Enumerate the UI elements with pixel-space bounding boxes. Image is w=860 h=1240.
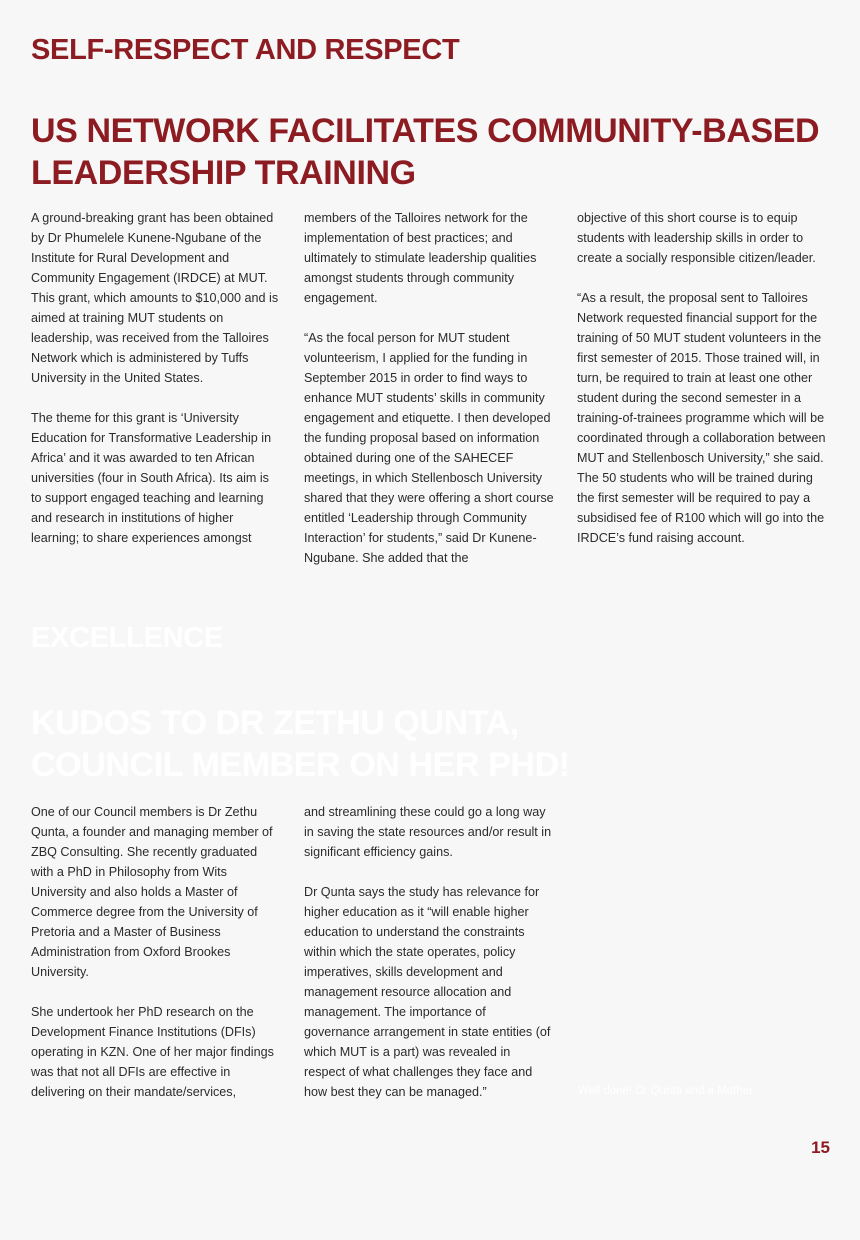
article-headline <box>31 110 831 194</box>
paragraph: A ground-breaking grant has been obtained by Dr Phumelele Kunene-Ngubane of the Institute for Rural Development and Community Engagement (IRDCE) at MUT. This grant, which amounts to $10,000 and is aimed at training MUT students on leadership, was received from the Talloires Network which is administered by Tuffs University in the United States. <box>31 211 279 385</box>
article-column-1 <box>31 802 281 1102</box>
section-label: SELF-RESPECT AND RESPECT <box>31 34 460 66</box>
paragraph: Dr Qunta says the study has relevance for higher education as it “will enable higher education to understand the constraints within which the state operates, policy imperatives, skills development and management resource allocation and management. The importance of governance arrangement in state entities (of which MUT is a part) was revealed in respect of what challenges they face and how best they can be managed.” <box>304 885 551 1099</box>
article-column-1 <box>31 208 281 548</box>
headline-line: COUNCIL MEMBER ON HER PHD! <box>31 746 570 784</box>
paragraph: She undertook her PhD research on the Development Finance Institutions (DFIs) operating in KZN. One of her major findings was that not all DFIs are effective in delivering on their mandate/services, <box>31 1005 274 1099</box>
paragraph: “As a result, the proposal sent to Talloires Network requested financial support for the training of 50 MUT student volunteers in the first semester of 2015. Those trained will, in turn, be required to train at least one other student during the second semester in a training-of-trainees programme which will be coordinated through a collaboration between MUT and Stellenbosch University,” she said. The 50 students who will be trained during the first semester will be required to pay a subsidised fee of R100 which will go into the IRDCE’s fund raising account. <box>577 291 826 545</box>
paragraph: and streamlining these could go a long way in saving the state resources and/or result in significant efficiency gains. <box>304 805 552 859</box>
article-column-2 <box>304 208 554 568</box>
photo-caption: Well done! Dr Qunta and a Mother <box>578 1085 753 1097</box>
paragraph: The theme for this grant is ‘University Education for Transformative Leadership in Africa’ and it was awarded to ten African universities (four in South Africa). Its aim is to support engaged teaching and learning and research in institutions of higher learning; to share experiences amongst <box>31 411 272 545</box>
paragraph: One of our Council members is Dr Zethu Qunta, a founder and managing member of ZBQ Consulting. She recently graduated with a PhD in Philosophy from Wits University and also holds a Master of Commerce degree from the University of Pretoria and a Master of Business Administration from Oxford Brookes University. <box>31 805 273 979</box>
paragraph: “As the focal person for MUT student volunteerism, I applied for the funding in September 2015 in order to find ways to enhance MUT students’ skills in community engagement and etiquette. I then developed the funding proposal based on information obtained during one of the SAHECEF meetings, in which Stellenbosch University shared that they were offering a short course entitled ‘Leadership through Community Interaction’ for students,” said Dr Kunene-Ngubane. She added that the <box>304 331 554 565</box>
headline-line: US NETWORK FACILITATES COMMUNITY-BASED <box>31 112 820 150</box>
article-headline <box>31 702 831 786</box>
article-column-2 <box>304 802 554 1102</box>
article-column-3 <box>577 208 827 548</box>
headline-line: LEADERSHIP TRAINING <box>31 154 416 192</box>
paragraph: members of the Talloires network for the implementation of best practices; and ultimately to stimulate leadership qualities amongst students through community engagement. <box>304 211 537 305</box>
section-label: EXCELLENCE <box>31 622 223 654</box>
page-number: 15 <box>811 1138 830 1157</box>
headline-line: KUDOS TO DR ZETHU QUNTA, <box>31 704 519 742</box>
paragraph: objective of this short course is to equip students with leadership skills in order to create a socially responsible citizen/leader. <box>577 211 816 265</box>
